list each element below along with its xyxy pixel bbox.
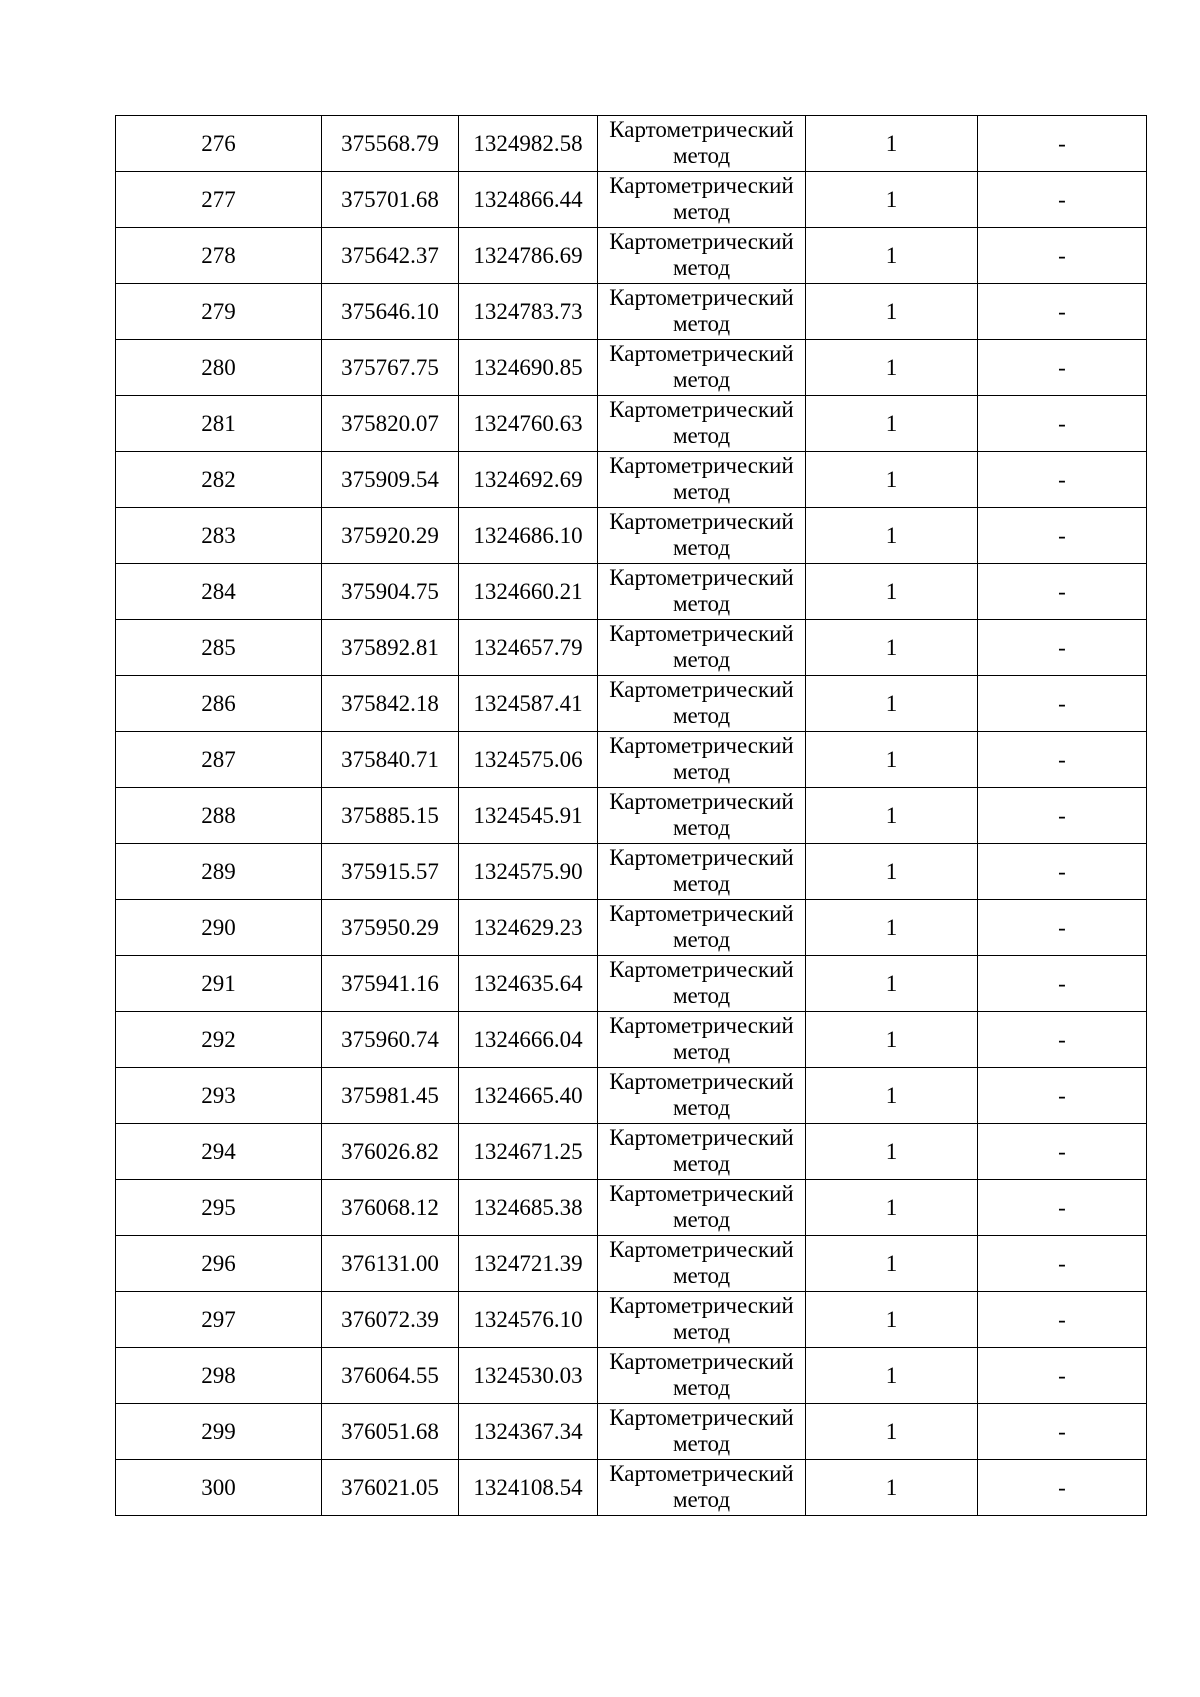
accuracy-cell: 1 xyxy=(806,844,978,900)
x-coordinate-cell: 375842.18 xyxy=(322,676,459,732)
method-cell xyxy=(598,1404,806,1460)
x-coordinate-cell: 375950.29 xyxy=(322,900,459,956)
table-row xyxy=(116,1460,1147,1516)
point-number-cell: 299 xyxy=(116,1404,322,1460)
method-cell xyxy=(598,1068,806,1124)
method-text: Картометрический метод xyxy=(609,845,794,896)
x-coordinate-cell: 375767.75 xyxy=(322,340,459,396)
method-text: Картометрический метод xyxy=(609,1349,794,1400)
method-cell xyxy=(598,676,806,732)
method-cell xyxy=(598,116,806,172)
note-cell: - xyxy=(978,844,1147,900)
point-number-cell: 291 xyxy=(116,956,322,1012)
table-row xyxy=(116,1068,1147,1124)
note-cell: - xyxy=(978,1068,1147,1124)
accuracy-cell: 1 xyxy=(806,172,978,228)
y-coordinate-cell: 1324671.25 xyxy=(459,1124,598,1180)
method-text: Картометрический метод xyxy=(609,1461,794,1512)
y-coordinate-cell: 1324635.64 xyxy=(459,956,598,1012)
method-cell xyxy=(598,1180,806,1236)
x-coordinate-cell: 375646.10 xyxy=(322,284,459,340)
note-cell: - xyxy=(978,900,1147,956)
method-cell xyxy=(598,620,806,676)
point-number-cell: 278 xyxy=(116,228,322,284)
method-text: Картометрический метод xyxy=(609,621,794,672)
note-cell: - xyxy=(978,620,1147,676)
table-row xyxy=(116,1180,1147,1236)
point-number-cell: 284 xyxy=(116,564,322,620)
y-coordinate-cell: 1324786.69 xyxy=(459,228,598,284)
accuracy-cell: 1 xyxy=(806,508,978,564)
method-text: Картометрический метод xyxy=(609,397,794,448)
method-text: Картометрический метод xyxy=(609,173,794,224)
x-coordinate-cell: 375840.71 xyxy=(322,732,459,788)
y-coordinate-cell: 1324665.40 xyxy=(459,1068,598,1124)
method-text: Картометрический метод xyxy=(609,1013,794,1064)
method-text: Картометрический метод xyxy=(609,733,794,784)
method-text: Картометрический метод xyxy=(609,677,794,728)
table-row xyxy=(116,956,1147,1012)
y-coordinate-cell: 1324666.04 xyxy=(459,1012,598,1068)
accuracy-cell: 1 xyxy=(806,1236,978,1292)
accuracy-cell: 1 xyxy=(806,564,978,620)
accuracy-cell: 1 xyxy=(806,1124,978,1180)
method-text: Картометрический метод xyxy=(609,1293,794,1344)
y-coordinate-cell: 1324692.69 xyxy=(459,452,598,508)
table-row xyxy=(116,788,1147,844)
y-coordinate-cell: 1324760.63 xyxy=(459,396,598,452)
note-cell: - xyxy=(978,508,1147,564)
note-cell: - xyxy=(978,1460,1147,1516)
method-cell xyxy=(598,1012,806,1068)
point-number-cell: 292 xyxy=(116,1012,322,1068)
note-cell: - xyxy=(978,116,1147,172)
y-coordinate-cell: 1324575.90 xyxy=(459,844,598,900)
method-cell xyxy=(598,1124,806,1180)
table-row xyxy=(116,1348,1147,1404)
table-row xyxy=(116,844,1147,900)
point-number-cell: 287 xyxy=(116,732,322,788)
method-cell xyxy=(598,228,806,284)
x-coordinate-cell: 375981.45 xyxy=(322,1068,459,1124)
accuracy-cell: 1 xyxy=(806,228,978,284)
note-cell: - xyxy=(978,1292,1147,1348)
method-text: Картометрический метод xyxy=(609,453,794,504)
table-row xyxy=(116,900,1147,956)
note-cell: - xyxy=(978,732,1147,788)
table-row xyxy=(116,1124,1147,1180)
y-coordinate-cell: 1324657.79 xyxy=(459,620,598,676)
method-cell xyxy=(598,956,806,1012)
y-coordinate-cell: 1324783.73 xyxy=(459,284,598,340)
x-coordinate-cell: 375701.68 xyxy=(322,172,459,228)
point-number-cell: 298 xyxy=(116,1348,322,1404)
note-cell: - xyxy=(978,1124,1147,1180)
note-cell: - xyxy=(978,1180,1147,1236)
point-number-cell: 296 xyxy=(116,1236,322,1292)
method-text: Картометрический метод xyxy=(609,1125,794,1176)
point-number-cell: 297 xyxy=(116,1292,322,1348)
method-text: Картометрический метод xyxy=(609,229,794,280)
note-cell: - xyxy=(978,676,1147,732)
accuracy-cell: 1 xyxy=(806,1012,978,1068)
note-cell: - xyxy=(978,172,1147,228)
method-cell xyxy=(598,900,806,956)
table-row xyxy=(116,564,1147,620)
accuracy-cell: 1 xyxy=(806,1460,978,1516)
table-row xyxy=(116,1292,1147,1348)
x-coordinate-cell: 375568.79 xyxy=(322,116,459,172)
y-coordinate-cell: 1324685.38 xyxy=(459,1180,598,1236)
y-coordinate-cell: 1324629.23 xyxy=(459,900,598,956)
accuracy-cell: 1 xyxy=(806,1404,978,1460)
method-cell xyxy=(598,1292,806,1348)
method-text: Картометрический метод xyxy=(609,285,794,336)
method-text: Картометрический метод xyxy=(609,901,794,952)
method-cell xyxy=(598,284,806,340)
y-coordinate-cell: 1324545.91 xyxy=(459,788,598,844)
method-text: Картометрический метод xyxy=(609,957,794,1008)
method-text: Картометрический метод xyxy=(609,1181,794,1232)
accuracy-cell: 1 xyxy=(806,1180,978,1236)
note-cell: - xyxy=(978,956,1147,1012)
point-number-cell: 289 xyxy=(116,844,322,900)
coordinates-table xyxy=(115,115,1147,1516)
point-number-cell: 281 xyxy=(116,396,322,452)
method-cell xyxy=(598,844,806,900)
x-coordinate-cell: 375904.75 xyxy=(322,564,459,620)
y-coordinate-cell: 1324866.44 xyxy=(459,172,598,228)
point-number-cell: 294 xyxy=(116,1124,322,1180)
accuracy-cell: 1 xyxy=(806,900,978,956)
point-number-cell: 277 xyxy=(116,172,322,228)
y-coordinate-cell: 1324721.39 xyxy=(459,1236,598,1292)
point-number-cell: 300 xyxy=(116,1460,322,1516)
method-cell xyxy=(598,508,806,564)
note-cell: - xyxy=(978,788,1147,844)
table-row xyxy=(116,396,1147,452)
table-row xyxy=(116,228,1147,284)
point-number-cell: 295 xyxy=(116,1180,322,1236)
accuracy-cell: 1 xyxy=(806,788,978,844)
y-coordinate-cell: 1324686.10 xyxy=(459,508,598,564)
y-coordinate-cell: 1324587.41 xyxy=(459,676,598,732)
point-number-cell: 288 xyxy=(116,788,322,844)
table-row xyxy=(116,1012,1147,1068)
x-coordinate-cell: 375941.16 xyxy=(322,956,459,1012)
method-text: Картометрический метод xyxy=(609,565,794,616)
y-coordinate-cell: 1324575.06 xyxy=(459,732,598,788)
x-coordinate-cell: 376131.00 xyxy=(322,1236,459,1292)
point-number-cell: 282 xyxy=(116,452,322,508)
method-text: Картометрический метод xyxy=(609,117,794,168)
method-text: Картометрический метод xyxy=(609,1405,794,1456)
note-cell: - xyxy=(978,564,1147,620)
x-coordinate-cell: 376051.68 xyxy=(322,1404,459,1460)
x-coordinate-cell: 375960.74 xyxy=(322,1012,459,1068)
point-number-cell: 286 xyxy=(116,676,322,732)
accuracy-cell: 1 xyxy=(806,116,978,172)
table-row xyxy=(116,732,1147,788)
method-cell xyxy=(598,172,806,228)
point-number-cell: 290 xyxy=(116,900,322,956)
note-cell: - xyxy=(978,452,1147,508)
note-cell: - xyxy=(978,284,1147,340)
method-cell xyxy=(598,452,806,508)
accuracy-cell: 1 xyxy=(806,956,978,1012)
table-row xyxy=(116,340,1147,396)
table-row xyxy=(116,1236,1147,1292)
note-cell: - xyxy=(978,340,1147,396)
x-coordinate-cell: 376072.39 xyxy=(322,1292,459,1348)
y-coordinate-cell: 1324690.85 xyxy=(459,340,598,396)
note-cell: - xyxy=(978,1012,1147,1068)
note-cell: - xyxy=(978,396,1147,452)
point-number-cell: 293 xyxy=(116,1068,322,1124)
table-row xyxy=(116,508,1147,564)
point-number-cell: 276 xyxy=(116,116,322,172)
x-coordinate-cell: 376026.82 xyxy=(322,1124,459,1180)
table-row xyxy=(116,284,1147,340)
accuracy-cell: 1 xyxy=(806,284,978,340)
y-coordinate-cell: 1324530.03 xyxy=(459,1348,598,1404)
accuracy-cell: 1 xyxy=(806,1292,978,1348)
accuracy-cell: 1 xyxy=(806,620,978,676)
table-row xyxy=(116,676,1147,732)
x-coordinate-cell: 375885.15 xyxy=(322,788,459,844)
y-coordinate-cell: 1324108.54 xyxy=(459,1460,598,1516)
method-text: Картометрический метод xyxy=(609,789,794,840)
method-cell xyxy=(598,340,806,396)
note-cell: - xyxy=(978,228,1147,284)
accuracy-cell: 1 xyxy=(806,732,978,788)
accuracy-cell: 1 xyxy=(806,1068,978,1124)
note-cell: - xyxy=(978,1348,1147,1404)
method-cell xyxy=(598,1236,806,1292)
table-row xyxy=(116,172,1147,228)
x-coordinate-cell: 375909.54 xyxy=(322,452,459,508)
method-cell xyxy=(598,396,806,452)
x-coordinate-cell: 375920.29 xyxy=(322,508,459,564)
y-coordinate-cell: 1324367.34 xyxy=(459,1404,598,1460)
accuracy-cell: 1 xyxy=(806,676,978,732)
accuracy-cell: 1 xyxy=(806,340,978,396)
accuracy-cell: 1 xyxy=(806,452,978,508)
coordinates-table-body xyxy=(116,116,1147,1516)
x-coordinate-cell: 375892.81 xyxy=(322,620,459,676)
point-number-cell: 283 xyxy=(116,508,322,564)
method-text: Картометрический метод xyxy=(609,1237,794,1288)
x-coordinate-cell: 375642.37 xyxy=(322,228,459,284)
x-coordinate-cell: 375820.07 xyxy=(322,396,459,452)
method-cell xyxy=(598,732,806,788)
x-coordinate-cell: 376064.55 xyxy=(322,1348,459,1404)
accuracy-cell: 1 xyxy=(806,1348,978,1404)
method-text: Картометрический метод xyxy=(609,1069,794,1120)
x-coordinate-cell: 376068.12 xyxy=(322,1180,459,1236)
table-row xyxy=(116,452,1147,508)
method-text: Картометрический метод xyxy=(609,341,794,392)
y-coordinate-cell: 1324660.21 xyxy=(459,564,598,620)
table-row xyxy=(116,116,1147,172)
method-cell xyxy=(598,788,806,844)
method-text: Картометрический метод xyxy=(609,509,794,560)
table-row xyxy=(116,620,1147,676)
x-coordinate-cell: 376021.05 xyxy=(322,1460,459,1516)
y-coordinate-cell: 1324982.58 xyxy=(459,116,598,172)
accuracy-cell: 1 xyxy=(806,396,978,452)
point-number-cell: 285 xyxy=(116,620,322,676)
point-number-cell: 279 xyxy=(116,284,322,340)
note-cell: - xyxy=(978,1404,1147,1460)
y-coordinate-cell: 1324576.10 xyxy=(459,1292,598,1348)
method-cell xyxy=(598,1460,806,1516)
method-cell xyxy=(598,564,806,620)
x-coordinate-cell: 375915.57 xyxy=(322,844,459,900)
method-cell xyxy=(598,1348,806,1404)
note-cell: - xyxy=(978,1236,1147,1292)
point-number-cell: 280 xyxy=(116,340,322,396)
table-row xyxy=(116,1404,1147,1460)
